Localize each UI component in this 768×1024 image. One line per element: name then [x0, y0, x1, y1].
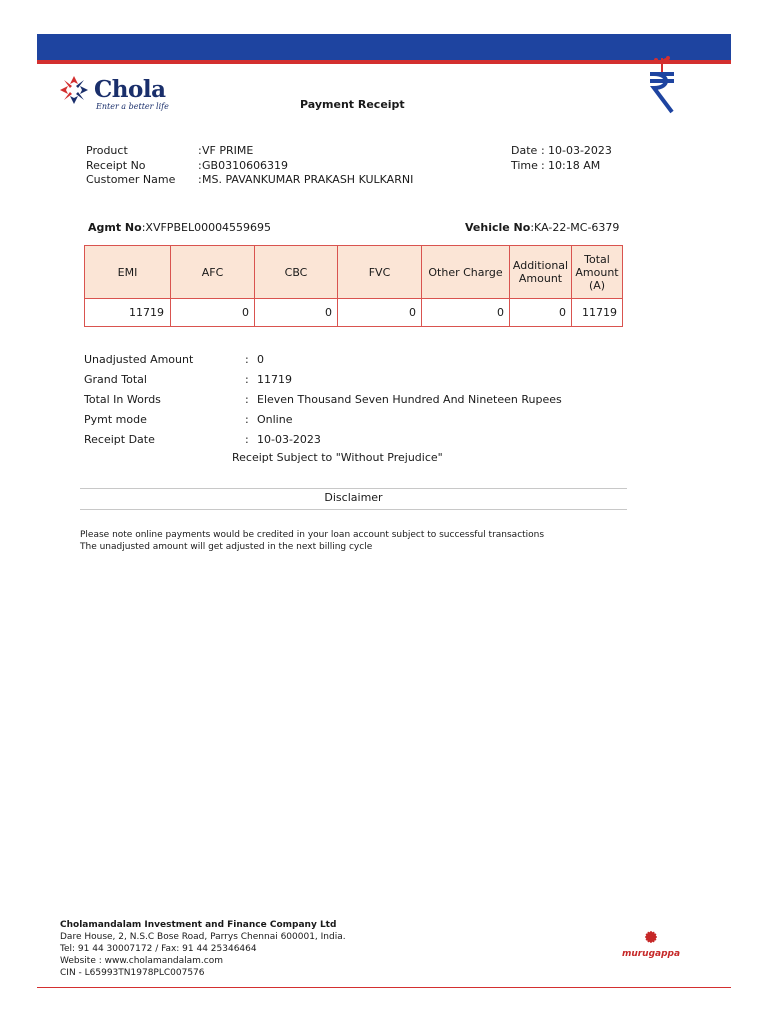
summary-row: Unadjusted Amount : 0: [84, 352, 562, 372]
column-header: Total Amount (A): [572, 246, 623, 299]
info-value: VF PRIME: [202, 144, 254, 157]
note-line: The unadjusted amount will get adjusted in the next billing cycle: [80, 542, 373, 552]
table-cell: 0: [255, 299, 338, 327]
chola-logo: [58, 72, 178, 114]
summary-label: Pymt mode: [84, 413, 147, 426]
summary-row: Receipt Date : 10-03-2023: [84, 432, 562, 452]
time-value: 10:18 AM: [548, 158, 601, 172]
column-header: FVC: [338, 246, 422, 299]
payment-breakdown-table: [84, 245, 623, 327]
table-cell: 0: [510, 299, 572, 327]
column-header: Other Charge: [422, 246, 510, 299]
note-line: Please note online payments would be credited in your loan account subject to successful transactions: [80, 530, 545, 540]
company-cin: CIN - L65993TN1978PLC007576: [60, 968, 205, 978]
company-name: Cholamandalam Investment and Finance Company Ltd: [60, 920, 337, 930]
table-cell: 0: [422, 299, 510, 327]
agreement-label: Agmt No: [88, 221, 142, 234]
header-band: [37, 34, 731, 62]
table-cell: 0: [338, 299, 422, 327]
disclaimer-heading: Disclaimer: [324, 491, 383, 504]
company-address: Dare House, 2, N.S.C Bose Road, Parrys Chennai 600001, India.: [60, 932, 346, 942]
info-value: GB0310606319: [202, 158, 289, 172]
table-header-row: [85, 246, 623, 299]
info-row-receipt-no: Receipt No : GB0310606319: [86, 158, 289, 172]
table-cell: 0: [171, 299, 255, 327]
info-label: Customer Name: [86, 173, 176, 186]
date-row: Date : 10-03-2023: [511, 144, 612, 157]
receipt-datetime: [511, 144, 612, 173]
footer-rule: [37, 987, 731, 988]
column-header: CBC: [255, 246, 338, 299]
table-cell: 11719: [85, 299, 171, 327]
company-footer: [60, 919, 346, 979]
column-header: Additional Amount: [510, 246, 572, 299]
document-title: Payment Receipt: [300, 98, 405, 111]
info-row-customer: Customer Name : MS. PAVANKUMAR PRAKASH KULKARNI: [86, 173, 414, 186]
receipt-info: [86, 144, 413, 188]
date-label: Date: [511, 144, 538, 157]
brand-tagline: Enter a better life: [96, 102, 169, 111]
summary-row: Grand Total : 11719: [84, 372, 562, 392]
company-phone: Tel: 91 44 30007172 / Fax: 91 44 25346464: [60, 944, 257, 954]
murugappa-flower-icon: [620, 925, 682, 949]
chola-logo-icon: [58, 74, 90, 106]
time-label: Time: [511, 158, 538, 172]
vehicle-label: Vehicle No: [465, 221, 531, 234]
info-row-product: Product : VF PRIME: [86, 144, 254, 157]
summary-value: Online: [257, 413, 293, 426]
payment-summary: [84, 352, 562, 452]
agreement-value: XVFPBEL00004559695: [145, 221, 272, 234]
info-label: Product: [86, 144, 128, 157]
header-red-rule: [37, 62, 731, 64]
summary-value: Eleven Thousand Seven Hundred And Nineteen Rupees: [257, 393, 562, 406]
summary-label: Total In Words: [84, 393, 161, 406]
column-header: EMI: [85, 246, 171, 299]
agreement-number: Agmt No:XVFPBEL00004559695: [88, 221, 272, 234]
prejudice-note: Receipt Subject to "Without Prejudice": [232, 451, 443, 464]
company-website: Website : www.cholamandalam.com: [60, 956, 224, 966]
rupee-plant-icon: [640, 52, 684, 116]
summary-label: Unadjusted Amount: [84, 353, 194, 366]
table-cell: 11719: [572, 299, 623, 327]
vehicle-value: KA-22-MC-6379: [534, 221, 620, 234]
murugappa-logo: [620, 925, 682, 961]
table-row: [85, 299, 623, 327]
summary-label: Receipt Date: [84, 433, 155, 446]
summary-label: Grand Total: [84, 373, 147, 386]
column-header: AFC: [171, 246, 255, 299]
disclaimer-notes: [80, 529, 544, 553]
info-label: Receipt No: [86, 158, 146, 172]
info-value: MS. PAVANKUMAR PRAKASH KULKARNI: [202, 173, 414, 186]
summary-value: 0: [257, 353, 264, 366]
time-row: Time : 10:18 AM: [511, 158, 601, 172]
divider: [80, 509, 627, 510]
summary-value: 11719: [257, 373, 292, 386]
divider: [80, 488, 627, 489]
vehicle-number: Vehicle No:KA-22-MC-6379: [465, 221, 620, 234]
date-value: 10-03-2023: [548, 144, 612, 157]
summary-value: 10-03-2023: [257, 433, 321, 446]
murugappa-wordmark: murugappa: [621, 949, 681, 959]
summary-row: Pymt mode : Online: [84, 412, 562, 432]
brand-name: Chola: [94, 76, 166, 103]
summary-row: Total In Words : Eleven Thousand Seven Hundred And Nineteen Rupees: [84, 392, 562, 412]
